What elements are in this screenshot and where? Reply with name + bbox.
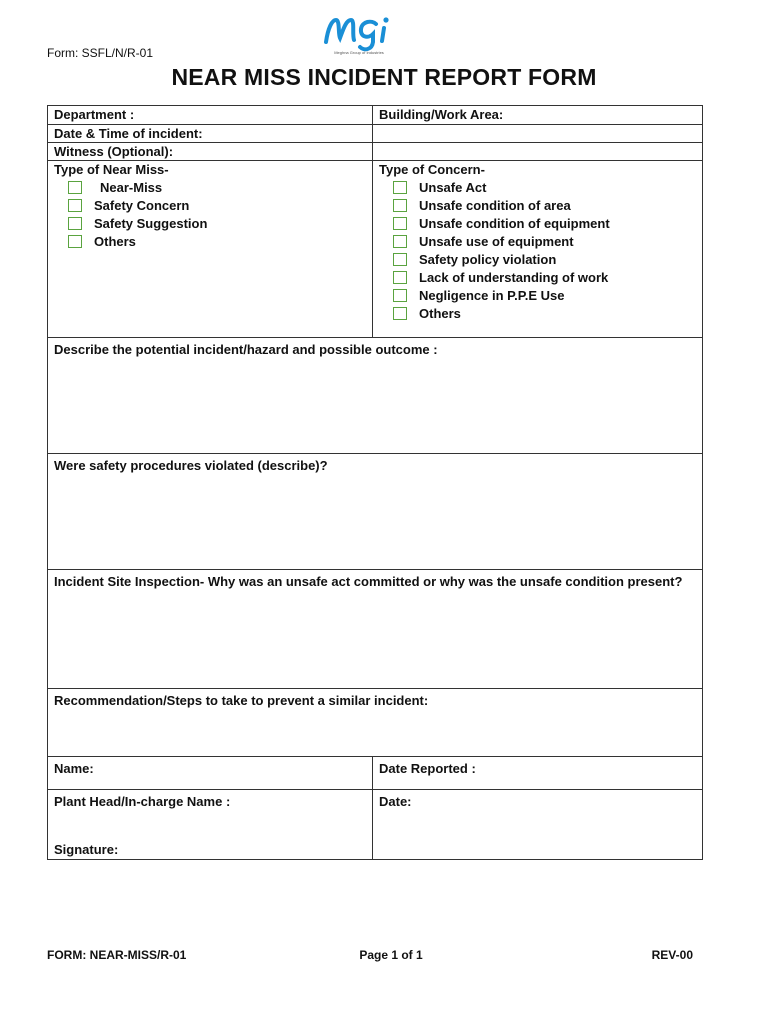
option-label: Near-Miss: [100, 179, 163, 195]
concern-type-cell: [373, 161, 703, 338]
option-label: Lack of understanding of work: [419, 269, 609, 285]
concern-option[interactable]: [393, 178, 696, 196]
date-reported-field[interactable]: [373, 757, 703, 790]
date-time-label: Date & Time of incident:: [54, 126, 203, 141]
near-miss-heading: Type of Near Miss-: [54, 162, 169, 177]
checkbox-icon[interactable]: [393, 307, 407, 320]
witness-field[interactable]: [48, 143, 373, 161]
near-miss-type-cell: [48, 161, 373, 338]
logo-tagline: Meghna Group of Industries: [334, 50, 384, 55]
checkbox-icon[interactable]: [393, 271, 407, 284]
checkbox-icon[interactable]: [393, 199, 407, 212]
department-label: Department :: [54, 107, 135, 122]
mgi-logo-icon: [318, 8, 400, 56]
concern-option[interactable]: [393, 232, 696, 250]
near-miss-option[interactable]: [68, 232, 366, 250]
footer-revision: REV-00: [651, 948, 693, 962]
date-field[interactable]: [373, 790, 703, 860]
describe-incident-field[interactable]: [48, 338, 703, 454]
option-label: Safety Concern: [94, 197, 190, 213]
option-label: Safety policy violation: [419, 251, 557, 267]
name-label: Name:: [54, 761, 94, 776]
checkbox-icon[interactable]: [393, 217, 407, 230]
plant-head-label: Plant Head/In-charge Name :: [54, 794, 231, 809]
building-field[interactable]: [373, 106, 703, 125]
department-field[interactable]: [48, 106, 373, 125]
signature-label: Signature:: [54, 842, 119, 857]
checkbox-icon[interactable]: [393, 289, 407, 302]
checkbox-icon[interactable]: [393, 253, 407, 266]
company-logo: [318, 8, 400, 56]
checkbox-icon[interactable]: [393, 181, 407, 194]
date-time-field[interactable]: [48, 125, 373, 143]
footer-form-code: FORM: NEAR-MISS/R-01: [47, 948, 187, 962]
plant-head-field[interactable]: [48, 790, 373, 860]
incident-form-table: [47, 105, 703, 860]
option-label: Unsafe use of equipment: [419, 233, 574, 249]
option-label: Others: [419, 305, 461, 321]
concern-option[interactable]: [393, 250, 696, 268]
date-label: Date:: [379, 794, 412, 809]
checkbox-icon[interactable]: [393, 235, 407, 248]
checkbox-icon[interactable]: [68, 217, 82, 230]
building-label: Building/Work Area:: [379, 107, 504, 122]
checkbox-icon[interactable]: [68, 235, 82, 248]
concern-options: [379, 178, 696, 322]
form-code: Form: SSFL/N/R-01: [47, 46, 154, 60]
checkbox-icon[interactable]: [68, 199, 82, 212]
recommendation-label: Recommendation/Steps to take to prevent a similar incident:: [54, 693, 429, 708]
option-label: Unsafe condition of equipment: [419, 215, 610, 231]
option-label: Others: [94, 233, 136, 249]
date-time-value[interactable]: [373, 125, 703, 143]
near-miss-option[interactable]: [68, 214, 366, 232]
witness-label: Witness (Optional):: [54, 144, 174, 159]
concern-option[interactable]: [393, 268, 696, 286]
option-label: Safety Suggestion: [94, 215, 208, 231]
witness-value[interactable]: [373, 143, 703, 161]
concern-option[interactable]: [393, 286, 696, 304]
near-miss-option[interactable]: [68, 196, 366, 214]
recommendation-field[interactable]: [48, 689, 703, 757]
procedures-violated-field[interactable]: [48, 454, 703, 570]
near-miss-options: [54, 178, 366, 250]
option-label: Negligence in P.P.E Use: [419, 287, 565, 303]
date-reported-label: Date Reported :: [379, 761, 476, 776]
option-label: Unsafe condition of area: [419, 197, 571, 213]
page-title: NEAR MISS INCIDENT REPORT FORM: [171, 64, 597, 90]
site-inspection-label: Incident Site Inspection- Why was an unsafe act committed or why was the unsafe condition present?: [54, 574, 683, 589]
checkbox-icon[interactable]: [68, 181, 82, 194]
footer-page-number: Page 1 of 1: [359, 948, 423, 962]
procedures-violated-label: Were safety procedures violated (describe)?: [54, 458, 328, 473]
concern-option[interactable]: [393, 214, 696, 232]
near-miss-option[interactable]: [68, 178, 366, 196]
option-label: Unsafe Act: [419, 179, 487, 195]
site-inspection-field[interactable]: [48, 570, 703, 689]
concern-option[interactable]: [393, 196, 696, 214]
name-field[interactable]: [48, 757, 373, 790]
describe-incident-label: Describe the potential incident/hazard and possible outcome :: [54, 342, 438, 357]
concern-heading: Type of Concern-: [379, 162, 485, 177]
concern-option[interactable]: [393, 304, 696, 322]
